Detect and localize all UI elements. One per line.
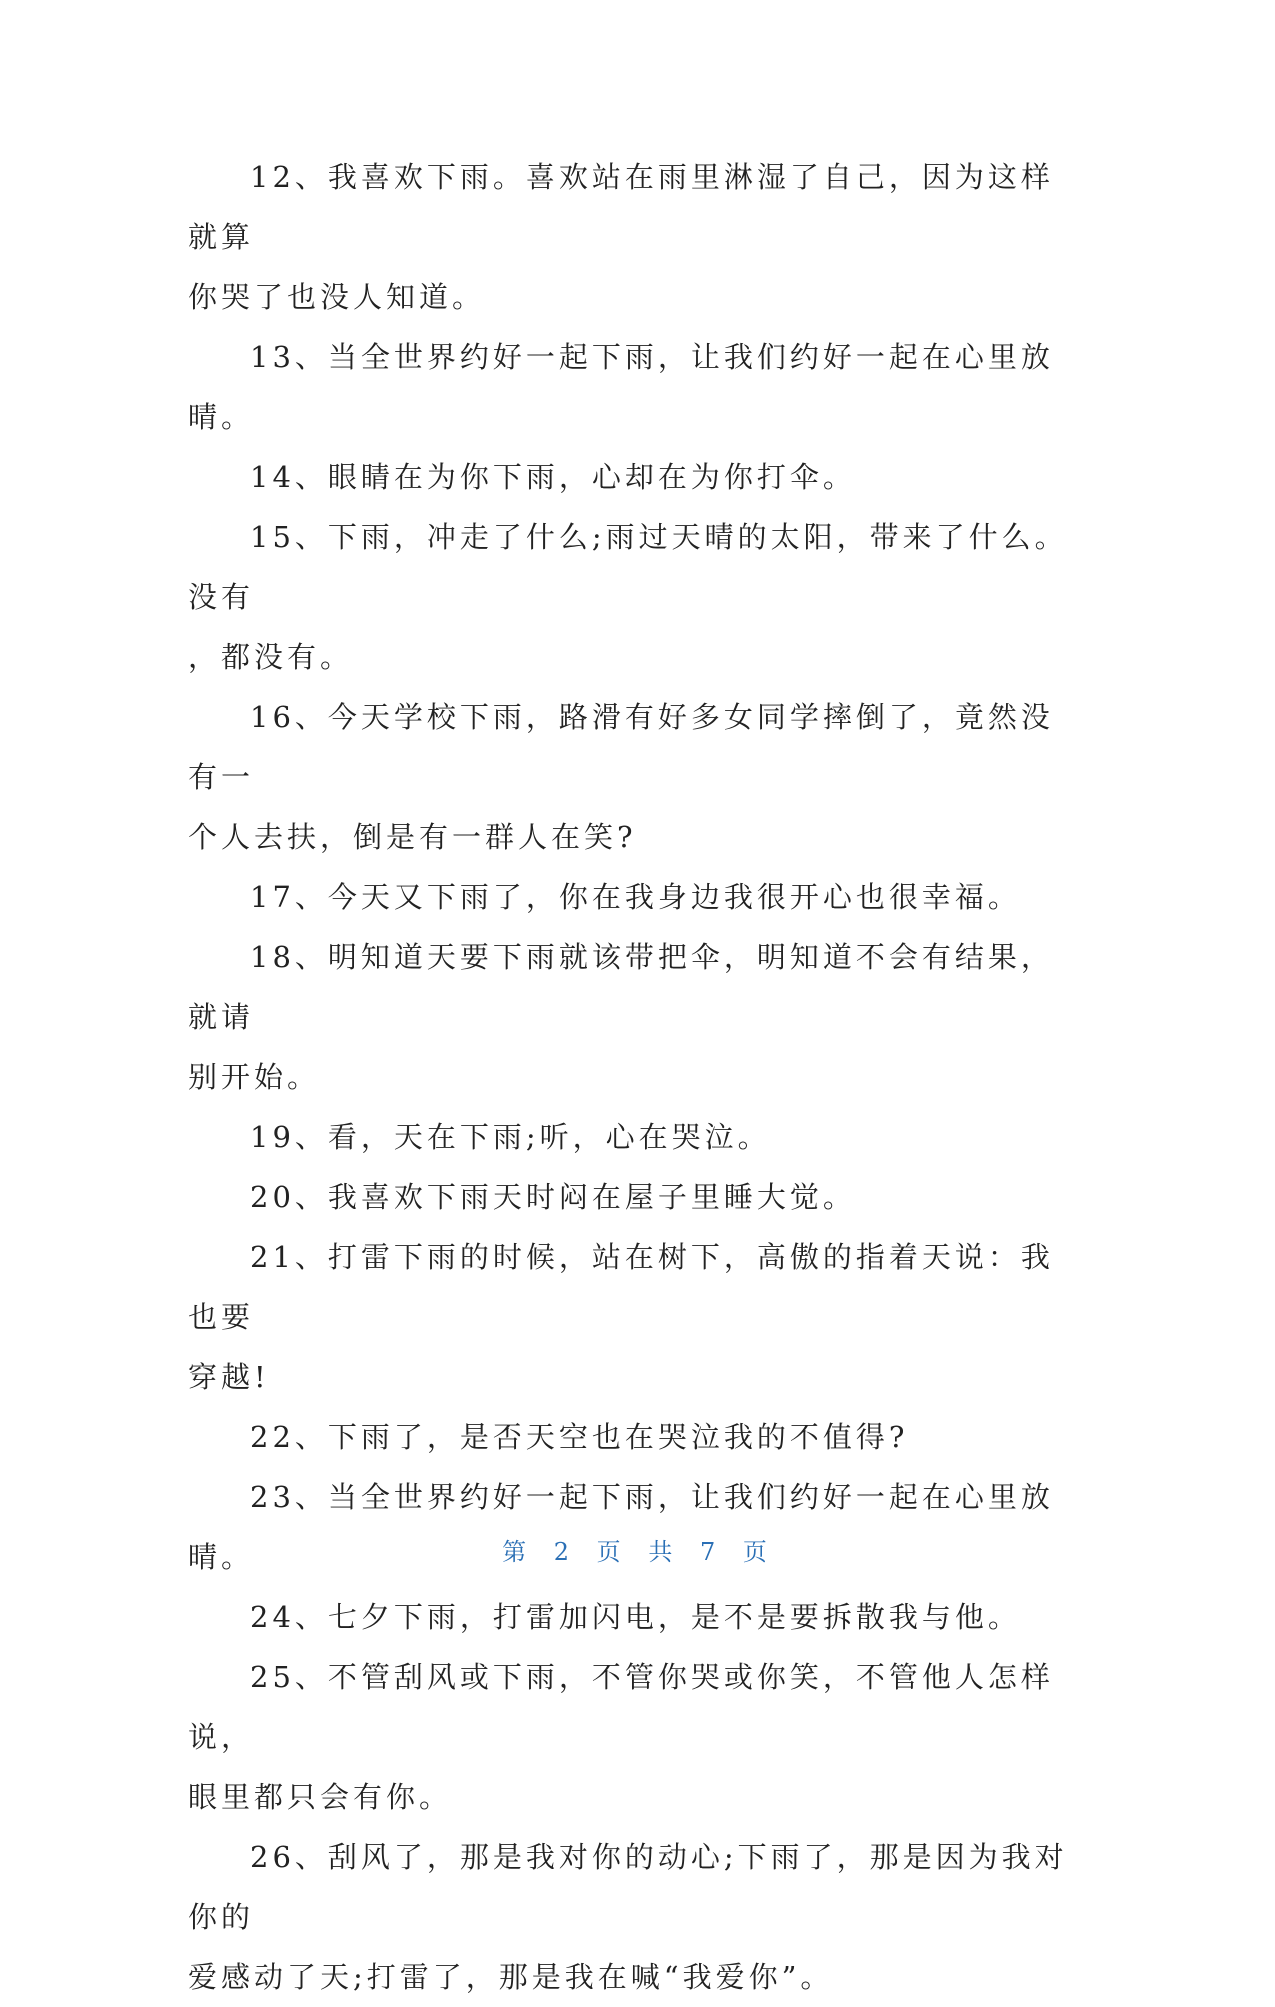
paragraph (188, 927, 1068, 1107)
paragraph-line: 爱感动了天;打雷了，那是我在喊“我爱你”。 (188, 1960, 834, 1994)
paragraph (188, 507, 1068, 687)
footer-page-word: 页 (596, 1538, 627, 1566)
paragraph-line: 25、不管刮风或下雨，不管你哭或你笑，不管他人怎样说， (188, 1660, 1054, 1754)
paragraph-line: 个人去扶，倒是有一群人在笑? (188, 820, 637, 854)
paragraph (188, 1167, 1068, 1227)
paragraph (188, 1107, 1068, 1167)
paragraph-line: 24、七夕下雨，打雷加闪电，是不是要拆散我与他。 (250, 1600, 1021, 1634)
paragraph-line: 23、当全世界约好一起下雨，让我们约好一起在心里放晴。 (188, 1480, 1054, 1574)
document-body (188, 147, 1068, 2007)
paragraph-line: 眼里都只会有你。 (188, 1780, 453, 1814)
paragraph (188, 447, 1068, 507)
paragraph-line: 12、我喜欢下雨。喜欢站在雨里淋湿了自己，因为这样就算 (188, 160, 1054, 254)
footer-suffix: 页 (742, 1538, 773, 1566)
paragraph-line: 26、刮风了，那是我对你的动心;下雨了，那是因为我对你的 (188, 1840, 1068, 1934)
paragraph-line: 18、明知道天要下雨就该带把伞，明知道不会有结果，就请 (188, 940, 1054, 1034)
paragraph (188, 687, 1068, 867)
paragraph-line: 21、打雷下雨的时候，站在树下，高傲的指着天说：我也要 (188, 1240, 1054, 1334)
paragraph-line: 16、今天学校下雨，路滑有好多女同学摔倒了，竟然没有一 (188, 700, 1054, 794)
paragraph (188, 1827, 1068, 2007)
paragraph-line: 穿越! (188, 1360, 270, 1394)
paragraph (188, 1227, 1068, 1407)
paragraph (188, 1647, 1068, 1827)
paragraph (188, 1587, 1068, 1647)
paragraph-line: 19、看，天在下雨;听，心在哭泣。 (250, 1120, 771, 1154)
paragraph (188, 1467, 1068, 1587)
paragraph-line: 别开始。 (188, 1060, 321, 1094)
paragraph-line: 14、眼睛在为你下雨，心却在为你打伞。 (250, 460, 856, 494)
paragraph (188, 147, 1068, 327)
paragraph (188, 327, 1068, 447)
paragraph-line: 22、下雨了，是否天空也在哭泣我的不值得? (250, 1420, 909, 1454)
paragraph-line: 17、今天又下雨了，你在我身边我很开心也很幸福。 (250, 880, 1021, 914)
paragraph-line: 你哭了也没人知道。 (188, 280, 486, 314)
paragraph-line: 13、当全世界约好一起下雨，让我们约好一起在心里放晴。 (188, 340, 1054, 434)
paragraph-line: 15、下雨，冲走了什么;雨过天晴的太阳，带来了什么。没有 (188, 520, 1068, 614)
footer-total-word: 共 (648, 1538, 679, 1566)
footer-prefix: 第 (502, 1538, 533, 1566)
footer-current-page: 2 (553, 1538, 576, 1566)
paragraph (188, 867, 1068, 927)
paragraph-line: 20、我喜欢下雨天时闷在屋子里睡大觉。 (250, 1180, 856, 1214)
page-footer (0, 1532, 1275, 1567)
footer-total-pages: 7 (699, 1538, 722, 1566)
paragraph (188, 1407, 1068, 1467)
paragraph-line: ，都没有。 (188, 640, 354, 674)
